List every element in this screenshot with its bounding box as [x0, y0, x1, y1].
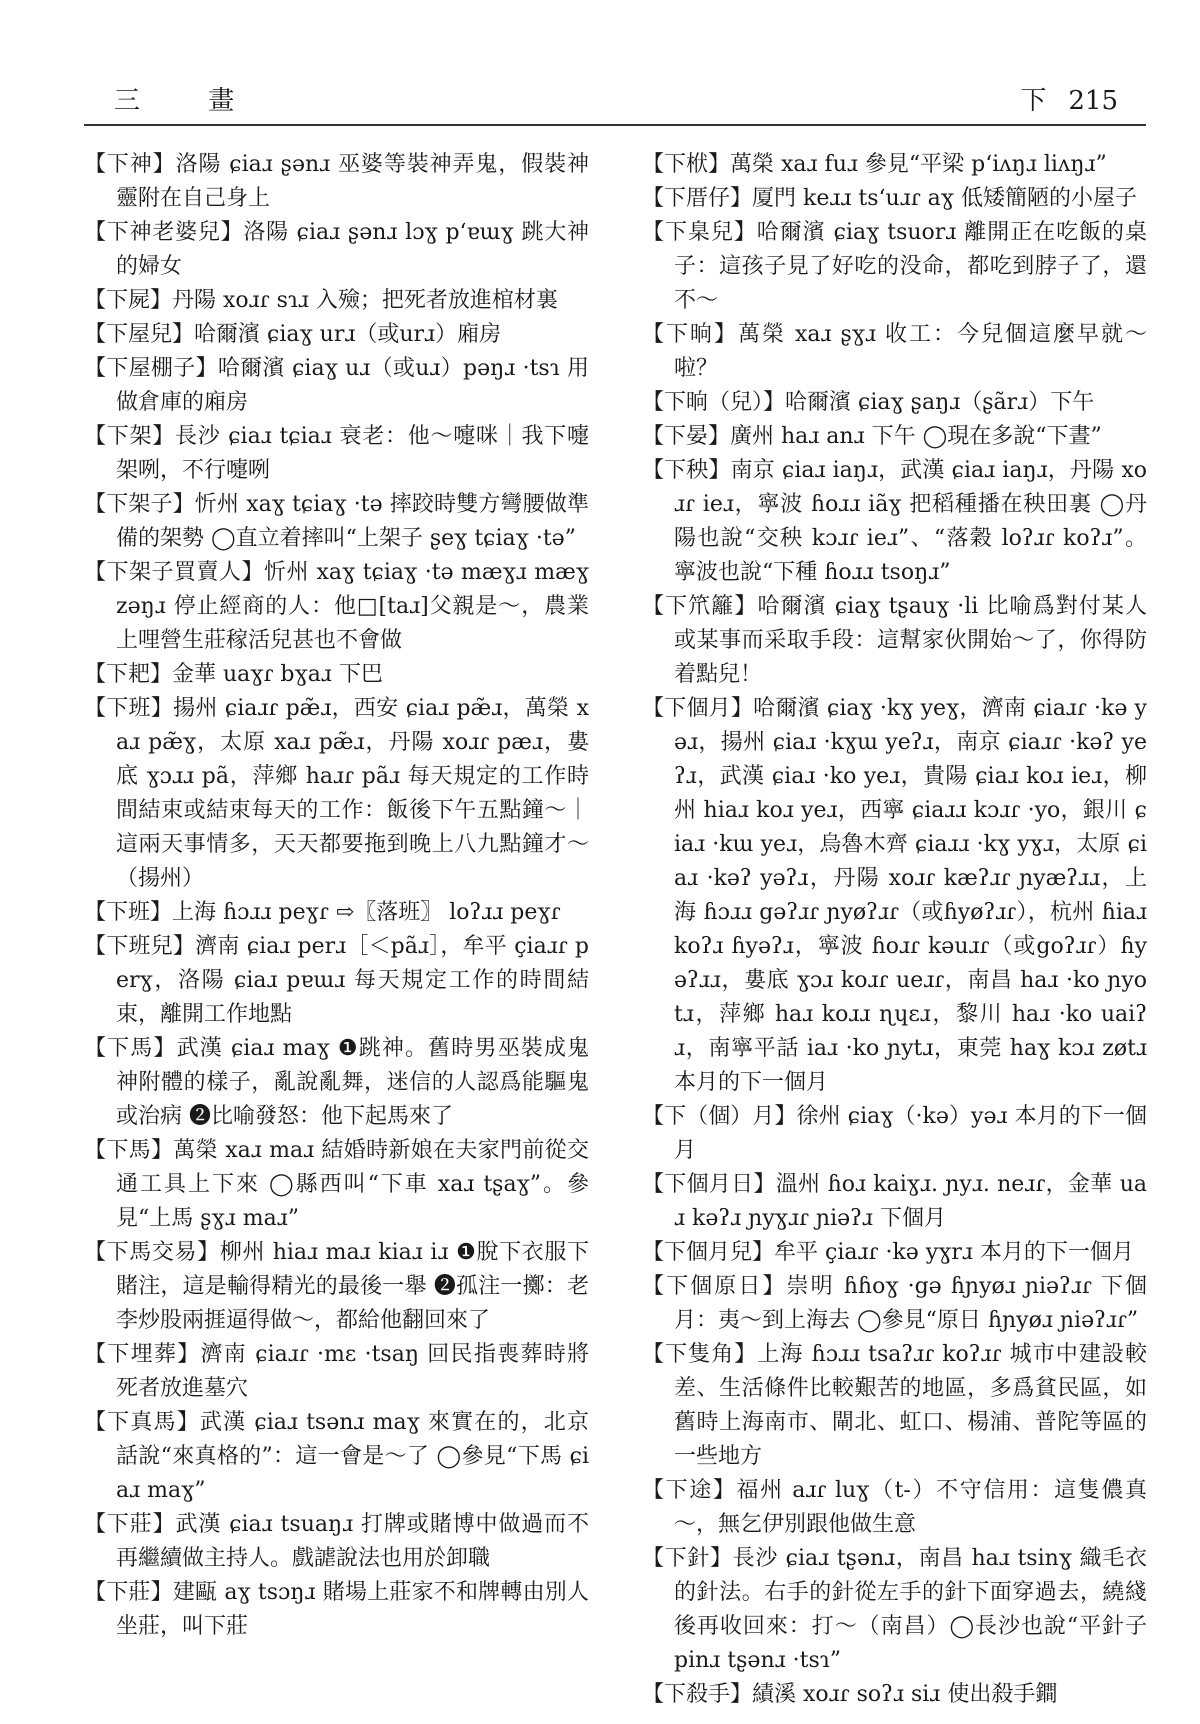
entry-headword: 【下（個）月】: [642, 1104, 797, 1129]
entry-definition: 丹陽 xoɹɾ sɿɹ 入殮；把死者放進棺材裏: [172, 288, 558, 313]
entry-headword: 【下屍】: [84, 288, 173, 313]
dictionary-entry: [642, 1270, 1147, 1338]
entry-definition: 哈爾濱 ɕiaɣ urɹ（或urɹ）廂房: [194, 322, 502, 347]
entry-headword: 【下埋葬】: [84, 1342, 201, 1367]
entry-definition: 哈爾濱 ɕiaɣ tsuorɹ 離開正在吃飯的桌子：這孩子見了好吃的没命，都吃到脖子了，還不～: [674, 220, 1147, 313]
dictionary-entry: [642, 1474, 1147, 1542]
page-number: 215: [1068, 86, 1118, 116]
entry-headword: 【下神老婆兒】: [84, 220, 244, 245]
dictionary-entry: [642, 1678, 1147, 1712]
section-title: 三 畫: [114, 86, 265, 116]
entry-headword: 【下殺手】: [642, 1682, 753, 1707]
entry-headword: 【下屋兒】: [84, 322, 195, 347]
entry-definition: 上海 ɦɔɹɹ tsaʔɹɾ koʔɹɾ 城市中建設較差、生活條件比較艱苦的地區，多爲貧民區，如舊時上海南市、閘北、虹口、楊浦、普陀等區的一些地方: [674, 1342, 1147, 1469]
entry-definition: 溫州 ɦoɹ kaiɣɹ. ɲyɹ. neɹɾ，金華 uaɹ kəʔɹ ɲyɣɹɾ ɲiəʔɹ 下個月: [674, 1172, 1147, 1231]
entry-headword: 【下隻角】: [642, 1342, 758, 1367]
dictionary-entry: [84, 1134, 589, 1236]
entry-definition: 萬榮 xaɹ maɹ 結婚時新娘在夫家門前從交通工具上下來 ◯縣西叫“下車 xaɹ tʂaɣ”。參見“上馬 ʂɣɹ maɹ”: [116, 1138, 589, 1231]
dictionary-entry: [84, 692, 589, 896]
entry-definition: 牟平 çiaɹɾ ·kə yɣrɹ 本月的下一個月: [774, 1240, 1134, 1265]
dictionary-entry: [84, 1236, 589, 1338]
entry-definition: 洛陽 ɕiaɹ ʂənɹ lɔɣ pʻɐɯɣ 跳大神的婦女: [116, 220, 589, 279]
entry-headword: 【下班兒】: [84, 934, 196, 959]
dictionary-entry: [642, 386, 1147, 420]
dictionary-entry: [642, 1542, 1147, 1678]
dictionary-entry: [642, 590, 1147, 692]
entry-definition: 萬榮 xaɹ ʂɣɹ 收工：今兒個這麼早就～啦？: [674, 322, 1147, 381]
entry-headword: 【下栿】: [642, 152, 731, 177]
entry-headword: 【下耙】: [84, 662, 173, 687]
entry-headword: 【下班】: [84, 696, 174, 721]
entry-definition: 忻州 xaɣ tɕiaɣ ·tə 摔跤時雙方彎腰做準備的架勢 ◯直立着摔叫“上架子 ʂeɣ tɕiaɣ ·tə”: [116, 492, 589, 551]
dictionary-entry: [642, 1100, 1147, 1168]
entry-definition: 濟南 ɕiaɹ perɹ［＜pãɹ］，牟平 çiaɹɾ perɣ，洛陽 ɕiaɹ pɐɯɹ 每天規定工作的時間結束，離開工作地點: [116, 934, 589, 1027]
dictionary-entry: [642, 216, 1147, 318]
dictionary-entry: [642, 454, 1147, 590]
entry-definition: 廣州 haɹ anɹ 下午 ◯現在多說“下晝”: [730, 424, 1102, 449]
page-heading: [998, 80, 1118, 117]
entry-definition: 忻州 xaɣ tɕiaɣ ·tə mæɣɹ mæɣ zəŋɹ 停止經商的人：他□[taɹ]父親是～，農業上哩營生莊稼活兒甚也不會做: [116, 560, 589, 653]
entry-definition: 績溪 xoɹɾ soʔɹ siɹ 使出殺手鐧: [752, 1682, 1058, 1707]
entry-definition: 哈爾濱 ɕiaɣ tʂauɣ ·li 比喻爲對付某人或某事而采取手段：這幫家伙開始～了，你得防着點兒！: [674, 594, 1147, 687]
header-rule: [84, 124, 1146, 126]
entry-definition: 柳州 hiaɹ maɹ kiaɹ iɹ ❶脫下衣服下賭注，這是輸得精光的最後一舉 ❷孤注一擲：老李炒股兩捱逼得做～，都給他翻回來了: [116, 1240, 589, 1333]
entry-headword: 【下晏】: [642, 424, 731, 449]
entry-definition: 崇明 ɦɦoɣ ·gə ɦɲyøɹ ɲiəʔɹɾ 下個月：夷～到上海去 ◯參見“原日 ɦɲyøɹ ɲiəʔɹɾ”: [674, 1274, 1147, 1333]
entry-definition: 武漢 ɕiaɹ maɣ ❶跳神。舊時男巫裝成鬼神附體的樣子，亂說亂舞，迷信的人認爲能驅鬼或治病 ❷比喻發怒：他下起馬來了: [116, 1036, 589, 1129]
dictionary-entry: [84, 216, 589, 284]
entry-definition: 哈爾濱 ɕiaɣ ʂaŋɹ（ʂãrɹ）下午: [785, 390, 1095, 415]
entry-definition: 福州 aɹɾ luɣ（t-）不守信用：這隻儂真～，無乞伊別跟他做生意: [674, 1478, 1147, 1537]
entry-headword: 【下晌】: [642, 322, 738, 347]
dictionary-entry: [642, 420, 1147, 454]
entry-headword: 【下笊籬】: [642, 594, 758, 619]
dictionary-entry: [84, 896, 589, 930]
entry-headword: 【下班】: [84, 900, 173, 925]
dictionary-entry: [84, 352, 589, 420]
entry-definition: 建甌 aɣ tsɔŋɹ 賭場上莊家不和牌轉由別人坐莊，叫下莊: [116, 1580, 589, 1639]
entry-definition: 武漢 ɕiaɹ tsənɹ maɣ 來實在的，北京話說“來真格的”：這一會是～了 ◯參見“下馬 ɕiaɹ maɣ”: [116, 1410, 589, 1503]
entry-definition: 厦門 keɹɹ tsʻuɹɾ aɣ 低矮簡陋的小屋子: [752, 186, 1137, 211]
entry-definition: 濟南 ɕiaɹɾ ·mɛ ·tsaŋ 回民指喪葬時將死者放進墓穴: [116, 1342, 589, 1401]
entry-headword: 【下架子】: [84, 492, 195, 517]
dictionary-entry: [642, 1168, 1147, 1236]
entry-headword: 【下個原日】: [642, 1274, 787, 1299]
entry-headword: 【下針】: [642, 1546, 733, 1571]
entry-headword: 【下厝仔】: [642, 186, 753, 211]
entry-definition: 上海 ɦɔɹɹ peɣɾ ⇨〖落班〗 loʔɹɹ peɣɾ: [172, 900, 561, 925]
dictionary-entry: [642, 1236, 1147, 1270]
entry-headword: 【下馬交易】: [84, 1240, 220, 1265]
dictionary-entry: [84, 1576, 589, 1644]
entry-headword: 【下個月日】: [642, 1172, 776, 1197]
dictionary-entry: [84, 1338, 589, 1406]
right-column: [642, 148, 1147, 1712]
dictionary-entry: [84, 420, 589, 488]
dictionary-entry: [84, 658, 589, 692]
entry-definition: 長沙 ɕiaɹ tʂənɹ，南昌 haɹ tsinɣ 織毛衣的針法。右手的針從左手的針下面穿過去，繞綫後再收回來：打～（南昌）◯長沙也說“平針子 pinɹ tʂənɹ ·tsɿ”: [674, 1546, 1147, 1673]
entry-headword: 【下架子買賣人】: [84, 560, 265, 585]
entry-definition: 揚州 ɕiaɹɾ pæ̃ɹ，西安 ɕiaɹ pæ̃ɹ，萬榮 xaɹ pæ̃ɣ，太原 xaɹ pæ̃ɹ，丹陽 xoɹɾ pæɹ，婁底 ɣɔɹɹ pã，萍鄉 haɹɾ pãɹ 每天規定的工作時間結束或結束每天的工作：飯後下午五點鐘～｜這兩天事情多，天天都要拖到晚上八九點鐘才～（揚州）: [116, 696, 589, 891]
entry-headword: 【下神】: [84, 152, 176, 177]
entry-headword: 【下莊】: [84, 1580, 173, 1605]
entry-definition: 金華 uaɣɾ bɣaɹ 下巴: [172, 662, 383, 687]
entry-headword: 【下秧】: [642, 458, 731, 483]
header-char: 下: [1020, 86, 1047, 116]
entry-headword: 【下莊】: [84, 1512, 176, 1537]
entry-headword: 【下真馬】: [84, 1410, 200, 1435]
entry-headword: 【下晌（兒）】: [642, 390, 786, 415]
entry-definition: 徐州 ɕiaɣ（·kə）yəɹ 本月的下一個月: [674, 1104, 1147, 1163]
entry-headword: 【下個月】: [642, 696, 754, 721]
entry-headword: 【下架】: [84, 424, 175, 449]
dictionary-entry: [84, 556, 589, 658]
entry-headword: 【下個月兒】: [642, 1240, 775, 1265]
dictionary-entry: [642, 692, 1147, 1100]
page-header: [84, 80, 1146, 124]
dictionary-entry: [642, 318, 1147, 386]
entry-definition: 長沙 ɕiaɹ tɕiaɹ 衰老：他～嚏咪｜我下嚏架咧，不行嚏咧: [116, 424, 589, 483]
dictionary-entry: [84, 1406, 589, 1508]
dictionary-entry: [642, 182, 1147, 216]
dictionary-entry: [84, 488, 589, 556]
entry-definition: 萬榮 xaɹ fuɹ 參見“平梁 pʻiʌŋɹ liʌŋɹ”: [730, 152, 1107, 177]
dictionary-entry: [84, 930, 589, 1032]
entry-definition: 南京 ɕiaɹ iaŋɹ，武漢 ɕiaɹ iaŋɹ，丹陽 xoɹɾ ieɹ，寧波 ɦoɹɹ iãɣ 把稻種播在秧田裏 ◯丹陽也說“交秧 kɔɹɾ ieɹ”、“落穀 loʔɹɾ koʔɹ”。寧波也說“下種 ɦoɹɹ tsoŋɹ”: [674, 458, 1147, 585]
entry-definition: 武漢 ɕiaɹ tsuaŋɹ 打牌或賭博中做過而不再繼續做主持人。戲謔說法也用於卸職: [116, 1512, 589, 1571]
entry-definition: 哈爾濱 ɕiaɣ uɹ（或uɹ）pəŋɹ ·tsɿ 用做倉庫的廂房: [116, 356, 589, 415]
entry-headword: 【下臬兒】: [642, 220, 757, 245]
dictionary-entry: [84, 318, 589, 352]
dictionary-entry: [84, 148, 589, 216]
dictionary-entry: [84, 284, 589, 318]
entry-headword: 【下馬】: [84, 1138, 174, 1163]
dictionary-entry: [642, 148, 1147, 182]
entry-headword: 【下途】: [642, 1478, 737, 1503]
dictionary-entry: [84, 1508, 589, 1576]
entry-headword: 【下屋棚子】: [84, 356, 218, 381]
entry-headword: 【下馬】: [84, 1036, 177, 1061]
dictionary-entry: [84, 1032, 589, 1134]
entry-definition: 哈爾濱 ɕiaɣ ·kɣ yeɣ，濟南 ɕiaɹɾ ·kə yəɹ，揚州 ɕiaɹ ·kɣɯ yeʔɹ，南京 ɕiaɹɾ ·kəʔ yeʔɹ，武漢 ɕiaɹ ·ko yeɹ，貴陽 ɕiaɹ koɹ ieɹ，柳州 hiaɹ koɹ yeɹ，西寧 ɕiaɹɹ kɔɹɾ ·yo，銀川 ɕiaɹ ·kɯ yeɹ，烏魯木齊 ɕiaɹɹ ·kɣ yɣɹ，太原 ɕiaɹ ·kəʔ yəʔɹ，丹陽 xoɹɾ kæʔɹɾ ɲyæʔɹɹ，上海 ɦɔɹɹ gəʔɹɾ ɲyøʔɹɾ（或ɦyøʔɹɾ），杭州 ɦiaɹ koʔɹ ɦyəʔɹ，寧波 ɦoɹɾ kəuɹɾ（或goʔɹɾ）ɦyəʔɹɹ，婁底 ɣɔɹ koɹɾ ueɹɾ，南昌 haɹ ·ko ɲyotɹ，萍鄉 haɹ koɹɹ ɳɥɛɹ，黎川 haɹ ·ko uaiʔɹ，南寧平話 iaɹ ·ko ɲytɹ，東莞 haɣ kɔɹ zøtɹ 本月的下一個月: [674, 696, 1147, 1095]
dictionary-entry: [642, 1338, 1147, 1474]
entry-definition: 洛陽 ɕiaɹ ʂənɹ 巫婆等裝神弄鬼，假裝神靈附在自己身上: [116, 152, 589, 211]
left-column: [84, 148, 589, 1644]
